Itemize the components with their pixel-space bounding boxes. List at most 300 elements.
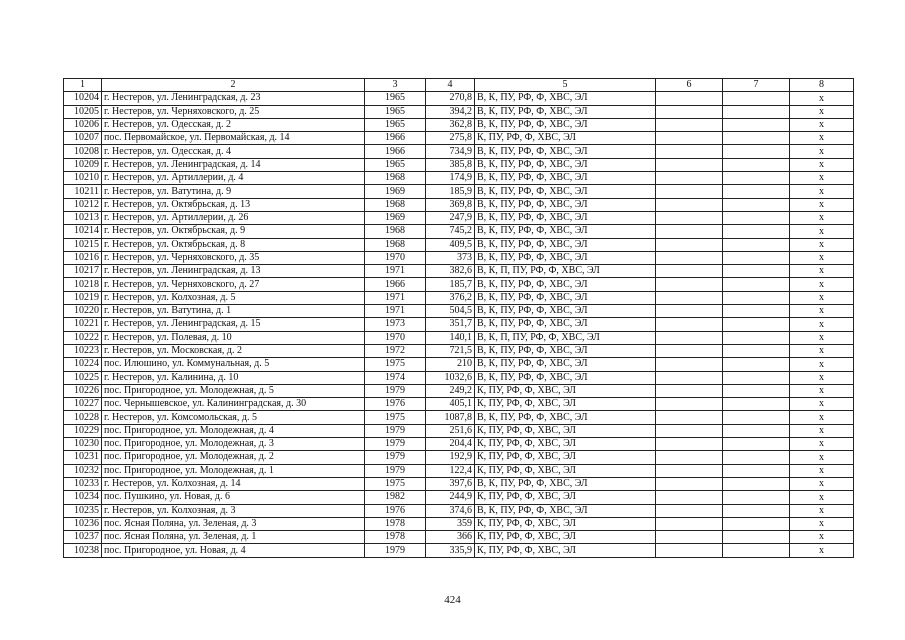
mark-cell: х [790,344,854,357]
year-built-cell: 1978 [365,531,426,544]
record-number-cell: 10237 [64,531,102,544]
record-number-cell: 10234 [64,491,102,504]
address-cell: г. Нестеров, ул. Черняховского, д. 25 [102,105,365,118]
year-built-cell: 1968 [365,238,426,251]
utilities-cell: В, К, ПУ, РФ, Ф, ХВС, ЭЛ [475,318,656,331]
column-header: 3 [365,79,426,92]
year-built-cell: 1965 [365,118,426,131]
address-cell: г. Нестеров, ул. Ленинградская, д. 14 [102,158,365,171]
utilities-cell: В, К, ПУ, РФ, Ф, ХВС, ЭЛ [475,158,656,171]
mark-cell: х [790,251,854,264]
year-built-cell: 1979 [365,424,426,437]
table-body [64,92,854,557]
column-6-cell [656,225,723,238]
record-number-cell: 10222 [64,331,102,344]
address-cell: г. Нестеров, ул. Ленинградская, д. 13 [102,265,365,278]
record-number-cell: 10218 [64,278,102,291]
year-built-cell: 1979 [365,384,426,397]
utilities-cell: К, ПУ, РФ, Ф, ХВС, ЭЛ [475,132,656,145]
year-built-cell: 1965 [365,92,426,105]
utilities-cell: В, К, ПУ, РФ, Ф, ХВС, ЭЛ [475,92,656,105]
area-cell: 192,9 [426,451,475,464]
year-built-cell: 1966 [365,145,426,158]
table-row [64,305,854,318]
area-cell: 362,8 [426,118,475,131]
table-row [64,451,854,464]
mark-cell: х [790,477,854,490]
column-6-cell [656,92,723,105]
column-7-cell [723,331,790,344]
mark-cell: х [790,371,854,384]
year-built-cell: 1968 [365,172,426,185]
area-cell: 351,7 [426,318,475,331]
column-7-cell [723,531,790,544]
area-cell: 185,9 [426,185,475,198]
address-cell: пос. Пригородное, ул. Молодежная, д. 2 [102,451,365,464]
column-7-cell [723,145,790,158]
column-6-cell [656,398,723,411]
year-built-cell: 1975 [365,477,426,490]
column-7-cell [723,92,790,105]
year-built-cell: 1976 [365,398,426,411]
column-6-cell [656,265,723,278]
column-7-cell [723,491,790,504]
page-number: 424 [444,594,461,606]
area-cell: 204,4 [426,438,475,451]
area-cell: 270,8 [426,92,475,105]
year-built-cell: 1972 [365,344,426,357]
area-cell: 247,9 [426,211,475,224]
column-7-cell [723,211,790,224]
column-7-cell [723,118,790,131]
record-number-cell: 10220 [64,305,102,318]
column-7-cell [723,278,790,291]
column-7-cell [723,517,790,530]
mark-cell: х [790,105,854,118]
address-cell: пос. Пригородное, ул. Молодежная, д. 4 [102,424,365,437]
table-row [64,398,854,411]
mark-cell: х [790,438,854,451]
mark-cell: х [790,291,854,304]
record-number-cell: 10221 [64,318,102,331]
area-cell: 504,5 [426,305,475,318]
mark-cell: х [790,411,854,424]
record-number-cell: 10233 [64,477,102,490]
year-built-cell: 1969 [365,211,426,224]
record-number-cell: 10236 [64,517,102,530]
area-cell: 745,2 [426,225,475,238]
year-built-cell: 1979 [365,438,426,451]
address-cell: пос. Пригородное, ул. Молодежная, д. 1 [102,464,365,477]
column-6-cell [656,305,723,318]
column-6-cell [656,318,723,331]
column-7-cell [723,358,790,371]
utilities-cell: К, ПУ, РФ, Ф, ХВС, ЭЛ [475,451,656,464]
record-number-cell: 10214 [64,225,102,238]
year-built-cell: 1978 [365,517,426,530]
mark-cell: х [790,118,854,131]
column-6-cell [656,358,723,371]
column-6-cell [656,531,723,544]
mark-cell: х [790,211,854,224]
year-built-cell: 1966 [365,132,426,145]
table-row [64,504,854,517]
mark-cell: х [790,331,854,344]
column-7-cell [723,438,790,451]
column-7-cell [723,305,790,318]
column-7-cell [723,371,790,384]
table-row [64,265,854,278]
table-row [64,291,854,304]
utilities-cell: В, К, ПУ, РФ, Ф, ХВС, ЭЛ [475,251,656,264]
area-cell: 335,9 [426,544,475,557]
year-built-cell: 1979 [365,464,426,477]
record-number-cell: 10230 [64,438,102,451]
mark-cell: х [790,172,854,185]
column-6-cell [656,291,723,304]
year-built-cell: 1982 [365,491,426,504]
column-7-cell [723,185,790,198]
area-cell: 366 [426,531,475,544]
address-cell: г. Нестеров, ул. Колхозная, д. 5 [102,291,365,304]
column-7-cell [723,225,790,238]
address-cell: г. Нестеров, ул. Одесская, д. 4 [102,145,365,158]
column-6-cell [656,331,723,344]
address-cell: пос. Первомайское, ул. Первомайская, д. 14 [102,132,365,145]
mark-cell: х [790,517,854,530]
column-6-cell [656,145,723,158]
area-cell: 359 [426,517,475,530]
area-cell: 251,6 [426,424,475,437]
area-cell: 369,8 [426,198,475,211]
table-row [64,198,854,211]
column-7-cell [723,451,790,464]
table-row [64,92,854,105]
year-built-cell: 1970 [365,331,426,344]
year-built-cell: 1971 [365,291,426,304]
record-number-cell: 10224 [64,358,102,371]
column-7-cell [723,318,790,331]
area-cell: 374,6 [426,504,475,517]
record-number-cell: 10225 [64,371,102,384]
table-row [64,132,854,145]
mark-cell: х [790,318,854,331]
column-7-cell [723,504,790,517]
column-7-cell [723,544,790,557]
address-cell: г. Нестеров, ул. Колхозная, д. 3 [102,504,365,517]
utilities-cell: В, К, ПУ, РФ, Ф, ХВС, ЭЛ [475,278,656,291]
column-7-cell [723,172,790,185]
column-header: 6 [656,79,723,92]
column-7-cell [723,344,790,357]
area-cell: 721,5 [426,344,475,357]
table-row [64,185,854,198]
column-6-cell [656,185,723,198]
year-built-cell: 1971 [365,265,426,278]
column-header: 4 [426,79,475,92]
year-built-cell: 1974 [365,371,426,384]
record-number-cell: 10208 [64,145,102,158]
mark-cell: х [790,198,854,211]
area-cell: 249,2 [426,384,475,397]
table-row [64,544,854,557]
mark-cell: х [790,265,854,278]
address-cell: г. Нестеров, ул. Калинина, д. 10 [102,371,365,384]
utilities-cell: В, К, ПУ, РФ, Ф, ХВС, ЭЛ [475,477,656,490]
column-6-cell [656,172,723,185]
area-cell: 185,7 [426,278,475,291]
utilities-cell: К, ПУ, РФ, Ф, ХВС, ЭЛ [475,424,656,437]
area-cell: 385,8 [426,158,475,171]
record-number-cell: 10228 [64,411,102,424]
column-6-cell [656,118,723,131]
mark-cell: х [790,384,854,397]
table-row [64,411,854,424]
year-built-cell: 1966 [365,278,426,291]
record-number-cell: 10206 [64,118,102,131]
utilities-cell: В, К, ПУ, РФ, Ф, ХВС, ЭЛ [475,504,656,517]
table-row [64,118,854,131]
record-number-cell: 10227 [64,398,102,411]
mark-cell: х [790,145,854,158]
mark-cell: х [790,238,854,251]
column-header: 1 [64,79,102,92]
column-7-cell [723,424,790,437]
header-row [64,79,854,92]
column-6-cell [656,251,723,264]
table-row [64,517,854,530]
table-row [64,344,854,357]
area-cell: 397,6 [426,477,475,490]
area-cell: 275,8 [426,132,475,145]
address-cell: г. Нестеров, ул. Ленинградская, д. 23 [102,92,365,105]
column-header: 8 [790,79,854,92]
utilities-cell: В, К, ПУ, РФ, Ф, ХВС, ЭЛ [475,358,656,371]
year-built-cell: 1973 [365,318,426,331]
area-cell: 409,5 [426,238,475,251]
address-cell: пос. Пригородное, ул. Молодежная, д. 3 [102,438,365,451]
record-number-cell: 10231 [64,451,102,464]
record-number-cell: 10212 [64,198,102,211]
area-cell: 382,6 [426,265,475,278]
mark-cell: х [790,491,854,504]
column-6-cell [656,238,723,251]
mark-cell: х [790,424,854,437]
mark-cell: х [790,398,854,411]
table-row [64,424,854,437]
mark-cell: х [790,451,854,464]
column-6-cell [656,278,723,291]
utilities-cell: В, К, ПУ, РФ, Ф, ХВС, ЭЛ [475,185,656,198]
record-number-cell: 10210 [64,172,102,185]
utilities-cell: В, К, ПУ, РФ, Ф, ХВС, ЭЛ [475,172,656,185]
column-7-cell [723,411,790,424]
column-6-cell [656,344,723,357]
area-cell: 734,9 [426,145,475,158]
record-number-cell: 10238 [64,544,102,557]
table-row [64,278,854,291]
address-cell: г. Нестеров, ул. Одесская, д. 2 [102,118,365,131]
address-cell: г. Нестеров, ул. Артиллерии, д. 4 [102,172,365,185]
table-row [64,105,854,118]
mark-cell: х [790,305,854,318]
address-cell: пос. Пригородное, ул. Новая, д. 4 [102,544,365,557]
year-built-cell: 1965 [365,105,426,118]
utilities-cell: В, К, ПУ, РФ, Ф, ХВС, ЭЛ [475,344,656,357]
column-7-cell [723,251,790,264]
utilities-cell: В, К, ПУ, РФ, Ф, ХВС, ЭЛ [475,118,656,131]
table-row [64,491,854,504]
address-cell: г. Нестеров, ул. Комсомольская, д. 5 [102,411,365,424]
mark-cell: х [790,544,854,557]
mark-cell: х [790,225,854,238]
column-6-cell [656,211,723,224]
utilities-cell: В, К, ПУ, РФ, Ф, ХВС, ЭЛ [475,198,656,211]
address-cell: пос. Пушкино, ул. Новая, д. 6 [102,491,365,504]
utilities-cell: В, К, ПУ, РФ, Ф, ХВС, ЭЛ [475,411,656,424]
record-number-cell: 10229 [64,424,102,437]
address-cell: г. Нестеров, ул. Черняховского, д. 27 [102,278,365,291]
address-cell: г. Нестеров, ул. Московская, д. 2 [102,344,365,357]
column-6-cell [656,371,723,384]
area-cell: 244,9 [426,491,475,504]
column-6-cell [656,464,723,477]
table-row [64,251,854,264]
address-cell: г. Нестеров, ул. Колхозная, д. 14 [102,477,365,490]
address-cell: г. Нестеров, ул. Ватутина, д. 1 [102,305,365,318]
year-built-cell: 1971 [365,305,426,318]
record-number-cell: 10209 [64,158,102,171]
column-7-cell [723,265,790,278]
column-header: 2 [102,79,365,92]
table-row [64,318,854,331]
column-6-cell [656,411,723,424]
table-row [64,331,854,344]
table-row [64,211,854,224]
table-row [64,145,854,158]
column-7-cell [723,291,790,304]
record-number-cell: 10216 [64,251,102,264]
year-built-cell: 1970 [365,251,426,264]
address-cell: г. Нестеров, ул. Октябрьская, д. 13 [102,198,365,211]
table-row [64,371,854,384]
year-built-cell: 1968 [365,225,426,238]
column-7-cell [723,464,790,477]
column-6-cell [656,517,723,530]
area-cell: 174,9 [426,172,475,185]
column-header: 5 [475,79,656,92]
address-cell: г. Нестеров, ул. Октябрьская, д. 8 [102,238,365,251]
mark-cell: х [790,185,854,198]
column-6-cell [656,384,723,397]
column-7-cell [723,132,790,145]
year-built-cell: 1965 [365,158,426,171]
column-6-cell [656,477,723,490]
housing-register-table [63,78,854,558]
area-cell: 1032,6 [426,371,475,384]
utilities-cell: В, К, ПУ, РФ, Ф, ХВС, ЭЛ [475,145,656,158]
area-cell: 122,4 [426,464,475,477]
utilities-cell: В, К, ПУ, РФ, Ф, ХВС, ЭЛ [475,305,656,318]
year-built-cell: 1968 [365,198,426,211]
mark-cell: х [790,158,854,171]
table-row [64,358,854,371]
table-row [64,531,854,544]
area-cell: 373 [426,251,475,264]
table-row [64,238,854,251]
record-number-cell: 10235 [64,504,102,517]
address-cell: пос. Пригородное, ул. Молодежная, д. 5 [102,384,365,397]
column-6-cell [656,504,723,517]
utilities-cell: В, К, ПУ, РФ, Ф, ХВС, ЭЛ [475,105,656,118]
address-cell: г. Нестеров, ул. Артиллерии, д. 26 [102,211,365,224]
utilities-cell: К, ПУ, РФ, Ф, ХВС, ЭЛ [475,438,656,451]
mark-cell: х [790,464,854,477]
year-built-cell: 1969 [365,185,426,198]
utilities-cell: В, К, ПУ, РФ, Ф, ХВС, ЭЛ [475,371,656,384]
area-cell: 210 [426,358,475,371]
record-number-cell: 10219 [64,291,102,304]
record-number-cell: 10211 [64,185,102,198]
address-cell: г. Нестеров, ул. Октябрьская, д. 9 [102,225,365,238]
area-cell: 1087,8 [426,411,475,424]
address-cell: г. Нестеров, ул. Ленинградская, д. 15 [102,318,365,331]
area-cell: 140,1 [426,331,475,344]
utilities-cell: К, ПУ, РФ, Ф, ХВС, ЭЛ [475,464,656,477]
utilities-cell: К, ПУ, РФ, Ф, ХВС, ЭЛ [475,398,656,411]
mark-cell: х [790,278,854,291]
column-6-cell [656,132,723,145]
table-row [64,438,854,451]
column-7-cell [723,384,790,397]
utilities-cell: К, ПУ, РФ, Ф, ХВС, ЭЛ [475,384,656,397]
table-row [64,172,854,185]
year-built-cell: 1975 [365,411,426,424]
utilities-cell: В, К, ПУ, РФ, Ф, ХВС, ЭЛ [475,238,656,251]
utilities-cell: В, К, П, ПУ, РФ, Ф, ХВС, ЭЛ [475,331,656,344]
record-number-cell: 10207 [64,132,102,145]
column-6-cell [656,105,723,118]
record-number-cell: 10226 [64,384,102,397]
column-7-cell [723,158,790,171]
utilities-cell: К, ПУ, РФ, Ф, ХВС, ЭЛ [475,517,656,530]
address-cell: г. Нестеров, ул. Ватутина, д. 9 [102,185,365,198]
mark-cell: х [790,358,854,371]
year-built-cell: 1976 [365,504,426,517]
mark-cell: х [790,531,854,544]
record-number-cell: 10232 [64,464,102,477]
mark-cell: х [790,132,854,145]
record-number-cell: 10223 [64,344,102,357]
record-number-cell: 10217 [64,265,102,278]
utilities-cell: В, К, П, ПУ, РФ, Ф, ХВС, ЭЛ [475,265,656,278]
area-cell: 394,2 [426,105,475,118]
column-6-cell [656,158,723,171]
table-row [64,158,854,171]
area-cell: 376,2 [426,291,475,304]
record-number-cell: 10213 [64,211,102,224]
column-7-cell [723,398,790,411]
record-number-cell: 10205 [64,105,102,118]
column-6-cell [656,544,723,557]
mark-cell: х [790,504,854,517]
address-cell: г. Нестеров, ул. Черняховского, д. 35 [102,251,365,264]
address-cell: пос. Ясная Поляна, ул. Зеленая, д. 3 [102,517,365,530]
address-cell: пос. Чернышевское, ул. Калининградская, д. 30 [102,398,365,411]
utilities-cell: В, К, ПУ, РФ, Ф, ХВС, ЭЛ [475,225,656,238]
year-built-cell: 1979 [365,544,426,557]
utilities-cell: К, ПУ, РФ, Ф, ХВС, ЭЛ [475,544,656,557]
